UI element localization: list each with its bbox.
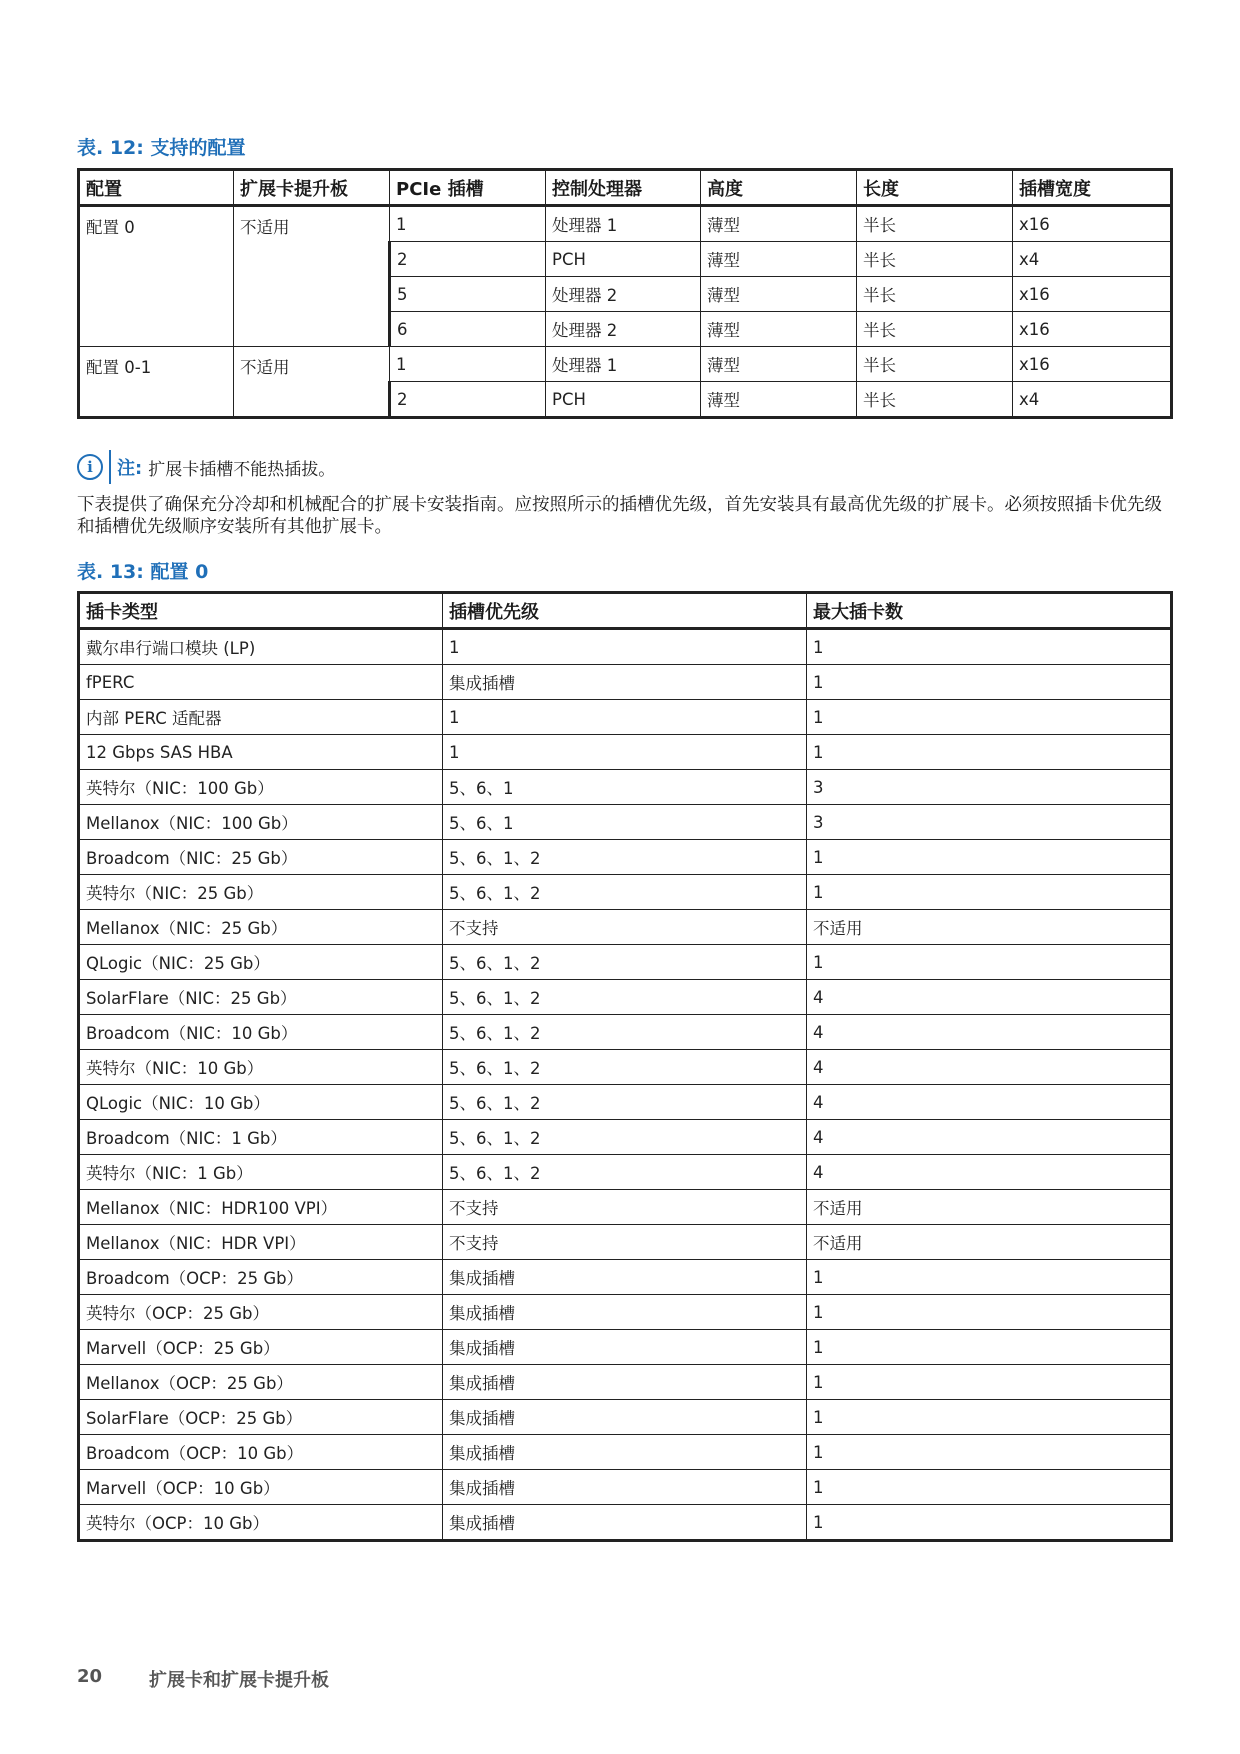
max-cards-cell: 1 xyxy=(807,735,1172,770)
processor-cell: PCH xyxy=(546,382,701,418)
width-cell: x4 xyxy=(1013,242,1172,277)
card-type-cell: 英特尔（NIC：10 Gb） xyxy=(79,1050,443,1085)
card-type-cell: 英特尔（NIC：25 Gb） xyxy=(79,875,443,910)
slot-priority-cell: 不支持 xyxy=(443,1190,807,1225)
processor-cell: PCH xyxy=(546,242,701,277)
header-max-cards: 最大插卡数 xyxy=(807,593,1172,629)
slot-priority-cell: 集成插槽 xyxy=(443,1470,807,1505)
card-type-cell: Broadcom（NIC：1 Gb） xyxy=(79,1120,443,1155)
max-cards-cell: 4 xyxy=(807,1050,1172,1085)
note-label: 注: xyxy=(117,458,143,479)
max-cards-cell: 4 xyxy=(807,1085,1172,1120)
card-type-cell: SolarFlare（NIC：25 Gb） xyxy=(79,980,443,1015)
config-0-table-body xyxy=(79,629,1172,1541)
processor-cell: 处理器 2 xyxy=(546,277,701,312)
install-guidelines-paragraph: 下表提供了确保充分冷却和机械配合的扩展卡安装指南。应按照所示的插槽优先级，首先安装具有最高优先级的扩展卡。必须按照插卡优先级和插槽优先级顺序安装所有其他扩展卡。 xyxy=(77,495,1162,537)
header-height: 高度 xyxy=(701,170,857,206)
table-row xyxy=(79,1120,1172,1155)
slot-priority-cell: 集成插槽 xyxy=(443,1295,807,1330)
max-cards-cell: 1 xyxy=(807,665,1172,700)
table-row xyxy=(79,1470,1172,1505)
max-cards-cell: 1 xyxy=(807,1505,1172,1541)
slot-cell: 2 xyxy=(390,382,546,418)
max-cards-cell: 不适用 xyxy=(807,1225,1172,1260)
card-type-cell: 内部 PERC 适配器 xyxy=(79,700,443,735)
note-divider xyxy=(109,450,111,484)
card-type-cell: Broadcom（OCP：25 Gb） xyxy=(79,1260,443,1295)
height-cell: 薄型 xyxy=(701,347,857,382)
slot-priority-cell: 集成插槽 xyxy=(443,1330,807,1365)
slot-cell: 1 xyxy=(390,347,546,382)
length-cell: 半长 xyxy=(857,277,1013,312)
table-row xyxy=(79,1295,1172,1330)
slot-priority-cell: 集成插槽 xyxy=(443,665,807,700)
max-cards-cell: 1 xyxy=(807,1260,1172,1295)
header-pcie-slot: PCIe 插槽 xyxy=(390,170,546,206)
max-cards-cell: 1 xyxy=(807,1295,1172,1330)
card-type-cell: Mellanox（NIC：HDR VPI） xyxy=(79,1225,443,1260)
table-row xyxy=(79,1190,1172,1225)
table-row xyxy=(79,980,1172,1015)
card-type-cell: 英特尔（NIC：100 Gb） xyxy=(79,770,443,805)
height-cell: 薄型 xyxy=(701,242,857,277)
card-type-cell: SolarFlare（OCP：25 Gb） xyxy=(79,1400,443,1435)
card-type-cell: 英特尔（OCP：10 Gb） xyxy=(79,1505,443,1541)
header-slot-priority: 插槽优先级 xyxy=(443,593,807,629)
slot-priority-cell: 集成插槽 xyxy=(443,1365,807,1400)
max-cards-cell: 1 xyxy=(807,1435,1172,1470)
slot-priority-cell: 5、6、1、2 xyxy=(443,1050,807,1085)
height-cell: 薄型 xyxy=(701,206,857,242)
config-cell: 配置 0-1 xyxy=(79,347,234,418)
slot-priority-cell: 集成插槽 xyxy=(443,1400,807,1435)
slot-priority-cell: 集成插槽 xyxy=(443,1260,807,1295)
slot-priority-cell: 5、6、1、2 xyxy=(443,840,807,875)
riser-cell: 不适用 xyxy=(234,206,390,347)
slot-priority-cell: 5、6、1、2 xyxy=(443,945,807,980)
max-cards-cell: 1 xyxy=(807,945,1172,980)
slot-priority-cell: 1 xyxy=(443,629,807,665)
header-slot-width: 插槽宽度 xyxy=(1013,170,1172,206)
riser-cell: 不适用 xyxy=(234,347,390,418)
max-cards-cell: 4 xyxy=(807,1120,1172,1155)
page-number: 20 xyxy=(77,1666,103,1687)
header-config: 配置 xyxy=(79,170,234,206)
slot-priority-cell: 集成插槽 xyxy=(443,1505,807,1541)
table-row xyxy=(79,1330,1172,1365)
card-type-cell: Broadcom（OCP：10 Gb） xyxy=(79,1435,443,1470)
page-footer xyxy=(77,1666,329,1692)
card-type-cell: 12 Gbps SAS HBA xyxy=(79,735,443,770)
header-card-type: 插卡类型 xyxy=(79,593,443,629)
table-row xyxy=(79,910,1172,945)
table-row xyxy=(79,875,1172,910)
table-row xyxy=(79,1400,1172,1435)
max-cards-cell: 1 xyxy=(807,875,1172,910)
length-cell: 半长 xyxy=(857,312,1013,347)
card-type-cell: 英特尔（NIC：1 Gb） xyxy=(79,1155,443,1190)
table-row xyxy=(79,1365,1172,1400)
max-cards-cell: 4 xyxy=(807,980,1172,1015)
note-callout xyxy=(77,449,335,485)
config-0-table xyxy=(77,591,1173,1542)
table-12-caption: 表. 12: 支持的配置 xyxy=(77,137,246,159)
slot-priority-cell: 1 xyxy=(443,735,807,770)
max-cards-cell: 不适用 xyxy=(807,1190,1172,1225)
card-type-cell: Marvell（OCP：10 Gb） xyxy=(79,1470,443,1505)
card-type-cell: Mellanox（NIC：HDR100 VPI） xyxy=(79,1190,443,1225)
table-row xyxy=(79,945,1172,980)
header-riser: 扩展卡提升板 xyxy=(234,170,390,206)
info-icon: i xyxy=(77,454,103,480)
max-cards-cell: 1 xyxy=(807,1400,1172,1435)
table-row xyxy=(79,1155,1172,1190)
card-type-cell: QLogic（NIC：25 Gb） xyxy=(79,945,443,980)
max-cards-cell: 1 xyxy=(807,629,1172,665)
length-cell: 半长 xyxy=(857,382,1013,418)
card-type-cell: Mellanox（OCP：25 Gb） xyxy=(79,1365,443,1400)
card-type-cell: 英特尔（OCP：25 Gb） xyxy=(79,1295,443,1330)
table-row xyxy=(79,1435,1172,1470)
length-cell: 半长 xyxy=(857,347,1013,382)
max-cards-cell: 1 xyxy=(807,840,1172,875)
slot-priority-cell: 1 xyxy=(443,700,807,735)
card-type-cell: Broadcom（NIC：10 Gb） xyxy=(79,1015,443,1050)
header-processor: 控制处理器 xyxy=(546,170,701,206)
table-row xyxy=(79,1225,1172,1260)
slot-cell: 2 xyxy=(390,242,546,277)
max-cards-cell: 3 xyxy=(807,770,1172,805)
width-cell: x16 xyxy=(1013,312,1172,347)
slot-priority-cell: 5、6、1 xyxy=(443,805,807,840)
card-type-cell: fPERC xyxy=(79,665,443,700)
max-cards-cell: 4 xyxy=(807,1155,1172,1190)
table-header-row xyxy=(79,593,1172,629)
table-row xyxy=(79,347,1172,382)
height-cell: 薄型 xyxy=(701,277,857,312)
slot-priority-cell: 集成插槽 xyxy=(443,1435,807,1470)
table-row xyxy=(79,1015,1172,1050)
slot-priority-cell: 5、6、1、2 xyxy=(443,875,807,910)
length-cell: 半长 xyxy=(857,206,1013,242)
width-cell: x16 xyxy=(1013,206,1172,242)
max-cards-cell: 1 xyxy=(807,1470,1172,1505)
card-type-cell: QLogic（NIC：10 Gb） xyxy=(79,1085,443,1120)
table-row xyxy=(79,665,1172,700)
note-text: 扩展卡插槽不能热插拔。 xyxy=(148,459,336,480)
table-13-caption: 表. 13: 配置 0 xyxy=(77,561,209,583)
slot-cell: 5 xyxy=(390,277,546,312)
config-cell: 配置 0 xyxy=(79,206,234,347)
max-cards-cell: 3 xyxy=(807,805,1172,840)
card-type-cell: 戴尔串行端口模块 (LP) xyxy=(79,629,443,665)
slot-priority-cell: 5、6、1、2 xyxy=(443,1155,807,1190)
slot-priority-cell: 5、6、1、2 xyxy=(443,980,807,1015)
table-header-row xyxy=(79,170,1172,206)
table-row xyxy=(79,700,1172,735)
max-cards-cell: 4 xyxy=(807,1015,1172,1050)
table-row xyxy=(79,1505,1172,1541)
processor-cell: 处理器 2 xyxy=(546,312,701,347)
table-row xyxy=(79,840,1172,875)
footer-section-title: 扩展卡和扩展卡提升板 xyxy=(149,1670,329,1691)
height-cell: 薄型 xyxy=(701,382,857,418)
table-row xyxy=(79,1085,1172,1120)
max-cards-cell: 1 xyxy=(807,1365,1172,1400)
width-cell: x16 xyxy=(1013,347,1172,382)
card-type-cell: Broadcom（NIC：25 Gb） xyxy=(79,840,443,875)
max-cards-cell: 不适用 xyxy=(807,910,1172,945)
slot-priority-cell: 5、6、1、2 xyxy=(443,1015,807,1050)
card-type-cell: Mellanox（NIC：25 Gb） xyxy=(79,910,443,945)
header-length: 长度 xyxy=(857,170,1013,206)
card-type-cell: Marvell（OCP：25 Gb） xyxy=(79,1330,443,1365)
table-row xyxy=(79,206,1172,242)
slot-priority-cell: 不支持 xyxy=(443,910,807,945)
width-cell: x16 xyxy=(1013,277,1172,312)
slot-priority-cell: 5、6、1、2 xyxy=(443,1085,807,1120)
length-cell: 半长 xyxy=(857,242,1013,277)
slot-cell: 1 xyxy=(390,206,546,242)
processor-cell: 处理器 1 xyxy=(546,206,701,242)
table-row xyxy=(79,770,1172,805)
height-cell: 薄型 xyxy=(701,312,857,347)
slot-cell: 6 xyxy=(390,312,546,347)
table-row xyxy=(79,805,1172,840)
max-cards-cell: 1 xyxy=(807,700,1172,735)
table-row xyxy=(79,629,1172,665)
table-row xyxy=(79,1050,1172,1085)
processor-cell: 处理器 1 xyxy=(546,347,701,382)
supported-config-table xyxy=(77,168,1173,419)
slot-priority-cell: 5、6、1、2 xyxy=(443,1120,807,1155)
slot-priority-cell: 不支持 xyxy=(443,1225,807,1260)
slot-priority-cell: 5、6、1 xyxy=(443,770,807,805)
table-row xyxy=(79,735,1172,770)
width-cell: x4 xyxy=(1013,382,1172,418)
card-type-cell: Mellanox（NIC：100 Gb） xyxy=(79,805,443,840)
max-cards-cell: 1 xyxy=(807,1330,1172,1365)
table-row xyxy=(79,1260,1172,1295)
